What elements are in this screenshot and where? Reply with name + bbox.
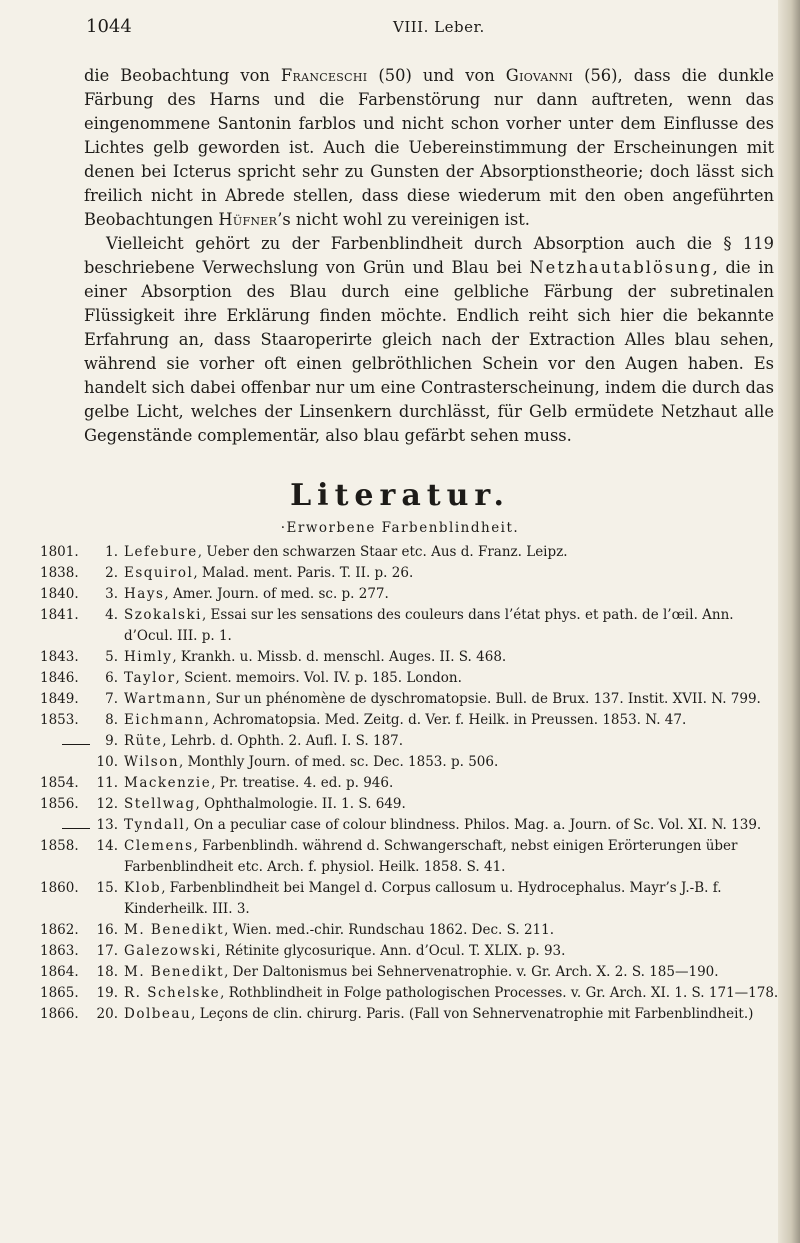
reference-year: 1843. — [40, 649, 79, 665]
reference-citation: , Lehrb. d. Ophth. 2. Aufl. I. S. 187. — [162, 733, 404, 749]
reference-text — [124, 605, 780, 647]
page-number: 1044 — [86, 16, 132, 37]
reference-number: 8. — [105, 712, 118, 728]
reference-number: 17. — [96, 943, 118, 959]
reference-year: 1840. — [40, 586, 79, 602]
reference-item — [40, 542, 780, 563]
reference-item — [40, 752, 780, 773]
reference-citation: , Wien. med.-chir. Rundschau 1862. Dec. S. 211. — [224, 922, 555, 938]
reference-text — [124, 563, 780, 584]
reference-item — [40, 962, 780, 983]
reference-author: Taylor — [124, 670, 176, 686]
paragraph-2 — [84, 232, 774, 448]
reference-year: 1849. — [40, 691, 79, 707]
reference-text — [124, 689, 780, 710]
reference-year: 1862. — [40, 922, 79, 938]
reference-year: 1865. — [40, 985, 79, 1001]
reference-author: Mackenzie — [124, 775, 212, 791]
reference-text — [124, 1004, 780, 1025]
reference-text — [124, 773, 780, 794]
reference-number: 1. — [105, 544, 118, 560]
reference-citation: , Pr. treatise. 4. ed. p. 946. — [211, 775, 394, 791]
reference-citation: , Leçons de clin. chirurg. Paris. (Fall von Sehnervenatrophie mit Farbenblindheit.) — [191, 1006, 754, 1022]
reference-year: 1856. — [40, 796, 79, 812]
reference-text — [124, 836, 780, 878]
reference-item — [40, 647, 780, 668]
page-header — [0, 8, 800, 38]
paragraph-2-text-a: Vielleicht gehört zu der Farbenblindheit durch Absorption auch die § 119 beschriebene Verwechslung von Grün und Blau bei — [84, 234, 774, 277]
reference-citation: , Sur un phénomène de dyschromatopsie. Bull. de Brux. 137. Instit. XVII. N. 799. — [206, 691, 761, 707]
running-title: VIII. Leber. — [393, 18, 485, 36]
reference-author: Esquirol — [124, 565, 194, 581]
reference-author: Tyndall — [124, 817, 186, 833]
reference-author: M. Benedikt — [124, 964, 225, 980]
author-name-huefner: Hüfner — [218, 210, 278, 229]
reference-text — [124, 668, 780, 689]
reference-citation: , Achromatopsia. Med. Zeitg. d. Ver. f. Heilk. in Preussen. 1853. N. 47. — [204, 712, 687, 728]
reference-item — [40, 563, 780, 584]
reference-text — [124, 878, 780, 920]
reference-item — [40, 941, 780, 962]
reference-item — [40, 584, 780, 605]
paragraph-1 — [84, 64, 774, 232]
reference-number: 16. — [96, 922, 118, 938]
reference-item — [40, 689, 780, 710]
reference-citation: , Amer. Journ. of med. sc. p. 277. — [164, 586, 389, 602]
paragraph-1-text-c: (56), dass die dunkle Färbung des Harns und die Farbenstörung nur dann auftreten, wenn das eingenommene Santonin farblos und nicht schon vorher unter dem Einflusse des Lichtes gelb geworden ist. Auch die Uebereinstimmung der Erscheinungen mit denen bei Icterus spricht sehr zu Gunsten der Absorptionstheorie; doch lässt sich freilich nicht in Abrede stellen, dass diese wiederum mit den oben angeführten Beobachtungen — [84, 66, 774, 229]
reference-list — [40, 542, 780, 1025]
reference-number: 18. — [96, 964, 118, 980]
reference-item — [40, 836, 780, 878]
reference-author: Eichmann — [124, 712, 205, 728]
reference-item — [40, 920, 780, 941]
reference-author: Galezowski — [124, 943, 217, 959]
literature-heading: Literatur. — [290, 478, 510, 513]
reference-number: 20. — [96, 1006, 118, 1022]
paragraph-1-text-d: ’s nicht wohl zu vereinigen ist. — [277, 210, 530, 229]
reference-author: Rüte — [124, 733, 163, 749]
reference-year: 1841. — [40, 607, 79, 623]
reference-text — [124, 752, 780, 773]
reference-item — [40, 710, 780, 731]
reference-year: 1838. — [40, 565, 79, 581]
reference-year: 1863. — [40, 943, 79, 959]
reference-number: 10. — [96, 754, 118, 770]
reference-citation: , Krankh. u. Missb. d. menschl. Auges. II. S. 468. — [172, 649, 507, 665]
reference-citation: , Ueber den schwarzen Staar etc. Aus d. Franz. Leipz. — [197, 544, 568, 560]
reference-number: 15. — [96, 880, 118, 896]
reference-year: 1846. — [40, 670, 79, 686]
reference-year: 1853. — [40, 712, 79, 728]
reference-number: 6. — [105, 670, 118, 686]
emphasized-term: Netzhautablösung — [529, 258, 713, 277]
reference-author: Stellwag — [124, 796, 196, 812]
reference-citation: , Monthly Journ. of med. sc. Dec. 1853. p. 506. — [179, 754, 499, 770]
reference-number: 4. — [105, 607, 118, 623]
reference-author: Hays — [124, 586, 165, 602]
reference-text — [124, 920, 780, 941]
reference-text — [124, 542, 780, 563]
reference-item — [40, 731, 780, 752]
reference-item — [40, 605, 780, 647]
reference-item — [40, 794, 780, 815]
reference-number: 14. — [96, 838, 118, 854]
reference-text — [124, 962, 780, 983]
author-name-giovanni: Giovanni — [505, 66, 574, 85]
reference-number: 9. — [105, 733, 118, 749]
reference-number: 2. — [105, 565, 118, 581]
page-edge — [778, 0, 800, 1243]
reference-year: 1860. — [40, 880, 79, 896]
reference-text — [124, 710, 780, 731]
reference-item — [40, 983, 780, 1004]
reference-number: 12. — [96, 796, 118, 812]
reference-year: 1864. — [40, 964, 79, 980]
reference-item — [40, 815, 780, 836]
reference-citation: , Farbenblindh. während d. Schwangerschaft, nebst einigen Erörterungen über Farbenblindheit etc. Arch. f. physiol. Heilk. 1858. S. 41. — [124, 838, 738, 875]
reference-author: Wartmann — [124, 691, 207, 707]
reference-number: 5. — [105, 649, 118, 665]
reference-text — [124, 815, 780, 836]
reference-citation: , Scient. memoirs. Vol. IV. p. 185. London. — [175, 670, 462, 686]
reference-text — [124, 584, 780, 605]
reference-number: 7. — [105, 691, 118, 707]
literature-subheading: ·Erworbene Farbenblindheit. — [280, 520, 520, 536]
reference-year: 1858. — [40, 838, 79, 854]
body-text — [84, 64, 774, 448]
reference-citation: , On a peculiar case of colour blindness. Philos. Mag. a. Journ. of Sc. Vol. XI. N. 139. — [185, 817, 762, 833]
reference-author: Lefebure — [124, 544, 198, 560]
reference-author: Clemens — [124, 838, 194, 854]
reference-citation: , Malad. ment. Paris. T. II. p. 26. — [193, 565, 414, 581]
reference-item — [40, 773, 780, 794]
reference-text — [124, 647, 780, 668]
reference-citation: , Ophthalmologie. II. 1. S. 649. — [195, 796, 406, 812]
reference-author: Wilson — [124, 754, 180, 770]
reference-number: 11. — [96, 775, 118, 791]
reference-year: 1854. — [40, 775, 79, 791]
reference-text — [124, 983, 780, 1004]
reference-text — [124, 794, 780, 815]
reference-citation: , Essai sur les sensations des couleurs dans l’état phys. et path. de l’œil. Ann. d’Ocul. III. p. 1. — [124, 607, 734, 644]
reference-author: Dolbeau — [124, 1006, 192, 1022]
reference-item — [40, 668, 780, 689]
reference-author: Klob — [124, 880, 162, 896]
reference-item — [40, 1004, 780, 1025]
reference-citation: , Rétinite glycosurique. Ann. d’Ocul. T. XLIX. p. 93. — [216, 943, 566, 959]
reference-number: 19. — [96, 985, 118, 1001]
reference-citation: , Rothblindheit in Folge pathologischen Processes. v. Gr. Arch. XI. 1. S. 171—178. — [220, 985, 779, 1001]
reference-year: 1866. — [40, 1006, 79, 1022]
reference-author: Himly — [124, 649, 173, 665]
reference-number: 3. — [105, 586, 118, 602]
ditto-dash — [62, 744, 90, 745]
reference-citation: , Farbenblindheit bei Mangel d. Corpus callosum u. Hydrocephalus. Mayr’s J.-B. f. Kinderheilk. III. 3. — [124, 880, 722, 917]
paragraph-1-text-a: die Beobachtung von — [84, 66, 281, 85]
reference-citation: , Der Daltonismus bei Sehnervenatrophie. v. Gr. Arch. X. 2. S. 185—190. — [224, 964, 719, 980]
reference-item — [40, 878, 780, 920]
reference-number: 13. — [96, 817, 118, 833]
paragraph-1-text-b: (50) und von — [367, 66, 506, 85]
reference-author: Szokalski — [124, 607, 202, 623]
reference-author: R. Schelske — [124, 985, 221, 1001]
ditto-dash — [62, 828, 90, 829]
author-name-franceschi: Franceschi — [280, 66, 368, 85]
paragraph-2-text-b: , die in einer Absorption des Blau durch eine gelbliche Färbung der subretinalen Flüssigkeit ihre Erklärung finden möchte. Endlich reiht sich hier die bekannte Erfahrung an, dass Staaroperirte gleich nach der Extraction Alles blau sehen, während sie vorher oft einen gelbröthlichen Schein vor den Augen haben. Es handelt sich dabei offenbar nur um eine Contrasterscheinung, indem die durch das gelbe Licht, welches der Linsenkern durchlässt, für Gelb ermüdete Netzhaut alle Gegenstände complementär, also blau gefärbt sehen muss. — [84, 258, 774, 445]
reference-author: M. Benedikt — [124, 922, 225, 938]
reference-text — [124, 731, 780, 752]
reference-year: 1801. — [40, 544, 79, 560]
reference-text — [124, 941, 780, 962]
